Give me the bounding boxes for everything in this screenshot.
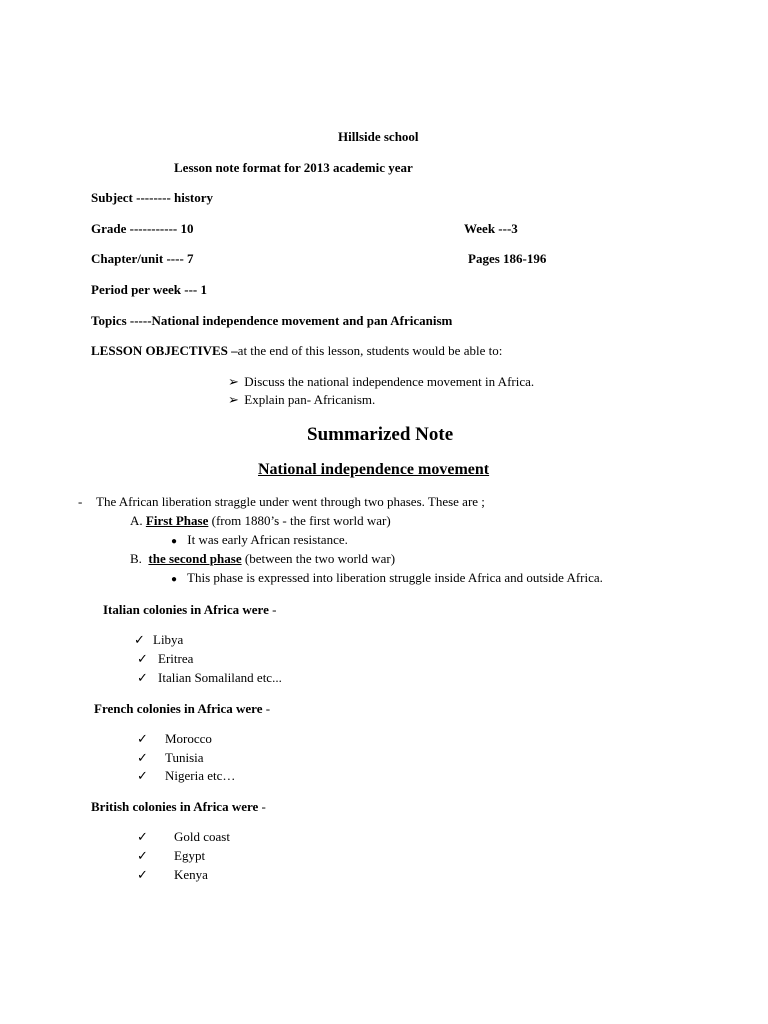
phase-b-detail: (between the two world war)	[241, 551, 396, 566]
grade-line: Grade ----------- 10	[91, 221, 194, 236]
phase-b	[130, 551, 395, 567]
format-title: Lesson note format for 2013 academic year	[174, 160, 413, 175]
check-icon: ✓	[137, 731, 148, 746]
british-colonies-dash: -	[258, 799, 266, 814]
phase-a-detail: (from 1880’s - the first world war)	[208, 513, 391, 528]
list-item	[137, 731, 212, 747]
list-item	[137, 867, 208, 883]
colony-name: Nigeria etc…	[165, 768, 236, 783]
period-line: Period per week --- 1	[91, 282, 208, 297]
colony-name: Kenya	[174, 867, 208, 882]
french-colonies-dash: -	[262, 701, 271, 716]
check-icon: ✓	[137, 670, 148, 685]
phase-a	[130, 513, 391, 529]
arrow-bullet-icon: ➢	[228, 392, 239, 407]
list-item	[134, 632, 183, 648]
list-item	[137, 768, 235, 784]
check-icon: ✓	[137, 750, 148, 765]
week-line: Week ---3	[464, 221, 518, 236]
pages-line: Pages 186-196	[468, 251, 547, 266]
check-icon: ✓	[137, 829, 148, 844]
phase-a-letter: A.	[130, 513, 143, 528]
colony-name: Gold coast	[174, 829, 230, 844]
colony-name: Italian Somaliland etc...	[158, 670, 282, 685]
colony-name: Egypt	[174, 848, 206, 863]
arrow-bullet-icon: ➢	[228, 374, 239, 389]
italian-colonies-dash: -	[268, 602, 277, 617]
check-icon: ✓	[137, 867, 148, 882]
phase-b-letter: B.	[130, 551, 142, 566]
colony-name: Libya	[153, 632, 184, 647]
list-item	[137, 670, 282, 686]
objective-text: Explain pan- Africanism.	[244, 392, 376, 407]
phase-a-name: First Phase	[145, 513, 209, 528]
phase-a-bullet-text: It was early African resistance.	[187, 532, 348, 547]
phase-b-bullet	[171, 570, 603, 588]
phase-b-name: the second phase	[148, 551, 242, 566]
phase-b-bullet-text: This phase is expressed into liberation struggle inside Africa and outside Africa.	[187, 570, 603, 585]
summary-title: Summarized Note	[307, 424, 454, 445]
bullet-icon: ●	[171, 574, 178, 585]
intro-text: The African liberation straggle under went through two phases. These are ;	[96, 494, 485, 509]
objectives-text: at the end of this lesson, students would be able to:	[237, 343, 503, 358]
topics-line: Topics -----National independence movement and pan Africanism	[91, 313, 453, 328]
subject-line: Subject -------- history	[91, 190, 214, 205]
bullet-icon: ●	[171, 536, 178, 547]
list-item	[137, 651, 193, 667]
british-colonies-title: British colonies in Africa were	[91, 799, 259, 814]
check-icon: ✓	[137, 651, 148, 666]
colony-name: Eritrea	[158, 651, 194, 666]
school-name: Hillside school	[338, 129, 419, 144]
section-title: National independence movement	[258, 461, 490, 478]
italian-colonies-title: Italian colonies in Africa were	[103, 602, 269, 617]
check-icon: ✓	[134, 632, 145, 647]
objective-text: Discuss the national independence movement in Africa.	[244, 374, 535, 389]
check-icon: ✓	[137, 848, 148, 863]
british-colonies-heading	[91, 799, 266, 815]
french-colonies-title: French colonies in Africa were	[94, 701, 263, 716]
objective-item	[228, 392, 375, 408]
colony-name: Morocco	[165, 731, 212, 746]
objectives-line	[91, 343, 502, 359]
list-item	[137, 750, 204, 766]
french-colonies-heading	[94, 701, 270, 717]
phase-a-bullet	[171, 532, 348, 550]
list-item	[137, 829, 230, 845]
objectives-label: LESSON OBJECTIVES –	[91, 343, 238, 358]
list-item	[137, 848, 205, 864]
colony-name: Tunisia	[165, 750, 204, 765]
chapter-line: Chapter/unit ---- 7	[91, 251, 194, 266]
intro-dash: -	[78, 494, 83, 509]
italian-colonies-heading	[103, 602, 276, 618]
objective-item	[228, 374, 534, 390]
check-icon: ✓	[137, 768, 148, 783]
